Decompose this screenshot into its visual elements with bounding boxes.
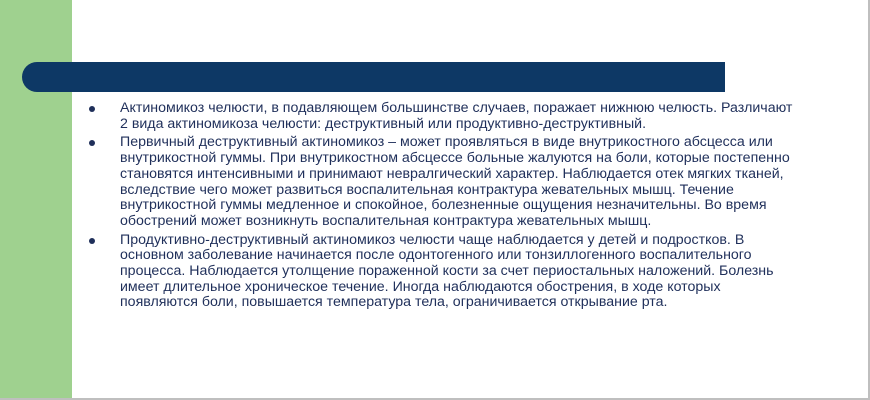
bullet-icon <box>89 140 95 146</box>
list-item-text: Актиномикоз челюсти, в подавляющем большинстве случаев, поражает нижнюю челюсть. Различают 2 вида актиномикоза челюсти: деструктивный или продуктивно-деструктивный. <box>120 100 793 132</box>
list-item <box>88 101 800 132</box>
list-item-text: Первичный деструктивный актиномикоз – может проявляться в виде внутрикостного абсцесса или внутрикостной гуммы. При внутрикостном абсцессе больные жалуются на боли, которые постепенно становятся интенсивными и принимают невралгический характер. Наблюдается отек мягких тканей, вследствие чего может развиться воспалительная контрактура жевательных мышц. Течение внутрикостной гуммы медленное и спокойное, болезненные ощущения незначительны. Во время обострений может возникнуть воспалительная контрактура жевательных мышц. <box>120 134 790 229</box>
bullet-icon <box>89 106 95 112</box>
list-item <box>88 233 800 312</box>
bullet-icon <box>89 238 95 244</box>
bullet-list <box>88 101 800 314</box>
title-bar <box>22 62 725 92</box>
list-item <box>88 135 800 229</box>
left-accent-bar <box>0 0 72 400</box>
list-item-text: Продуктивно-деструктивный актиномикоз челюсти чаще наблюдается у детей и подростков. В основном заболевание начинается после одонтогенного или тонзиллогенного воспалительного процесса. Наблюдается утолщение пораженной кости за счет периостальных наложений. Болезнь имеет длительное хроническое течение. Иногда наблюдаются обострения, в ходе которых появляются боли, повышается температура тела, ограничивается открывание рта. <box>120 231 774 311</box>
